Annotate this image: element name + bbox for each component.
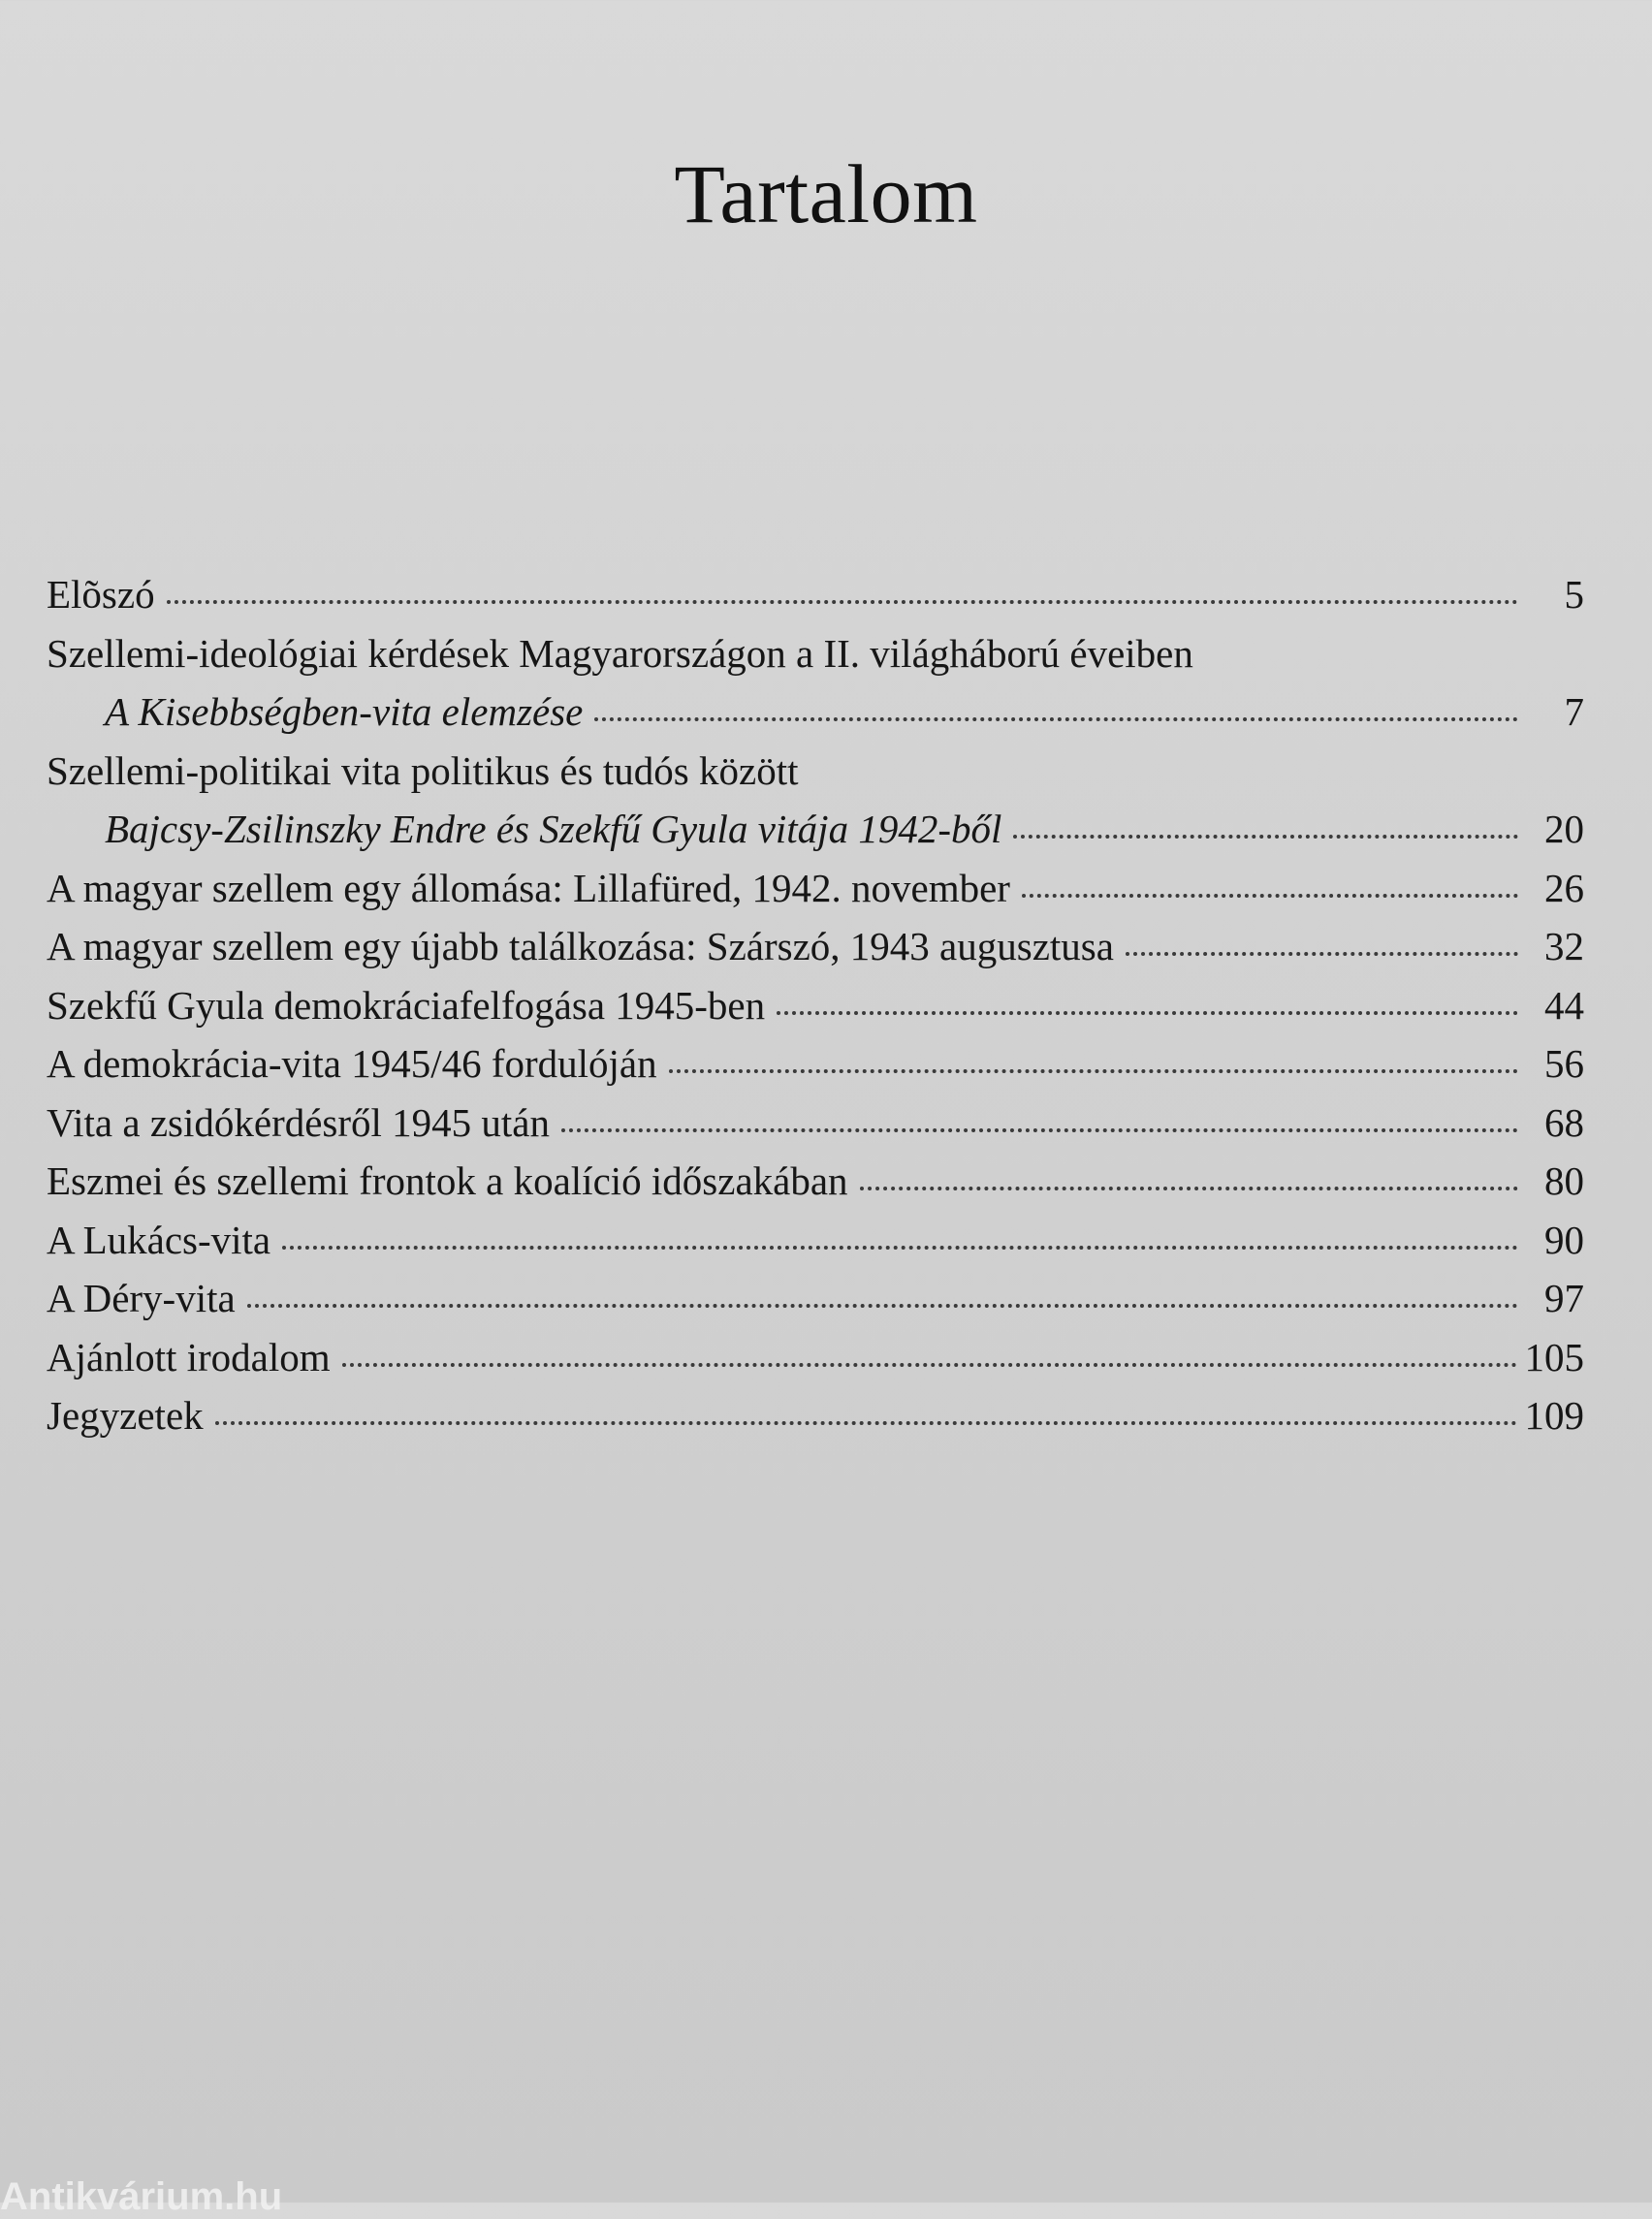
- toc-entry: [47, 682, 1584, 742]
- watermark: Antikvárium.hu: [0, 2175, 283, 2218]
- toc-page-number: 97: [1544, 1276, 1584, 1320]
- toc-entry: [47, 1152, 1584, 1211]
- toc-entry: [47, 976, 1584, 1035]
- toc-page-number: 68: [1544, 1099, 1584, 1145]
- dot-leader: [594, 712, 1518, 721]
- toc-section-heading: [47, 742, 1584, 801]
- toc-entry-title: Vita a zsidókérdésről 1945 után: [47, 1099, 551, 1145]
- toc-page-number: 26: [1544, 865, 1584, 910]
- toc-section-heading: [47, 624, 1584, 683]
- dot-leader: [247, 1298, 1518, 1308]
- dot-leader: [342, 1357, 1517, 1367]
- toc-entry-title: Eszmei és szellemi frontok a koalíció időszakában: [47, 1158, 848, 1203]
- toc-entry-title: Jegyzetek: [47, 1393, 204, 1438]
- toc-page-number: 44: [1544, 982, 1584, 1028]
- toc-entry: [47, 1094, 1584, 1153]
- page-title: Tartalom: [674, 147, 978, 240]
- toc-entry-title: Szellemi-ideológiai kérdések Magyarországon a II. világháború éveiben: [47, 630, 1193, 676]
- toc-page-number: 109: [1524, 1393, 1584, 1438]
- toc-entry-title: A magyar szellem egy újabb találkozása: Szárszó, 1943 augusztusa: [47, 924, 1114, 968]
- dot-leader: [167, 594, 1518, 604]
- toc-page-number: 80: [1544, 1158, 1584, 1203]
- toc-entry: [47, 800, 1584, 859]
- toc-entry: [47, 917, 1584, 976]
- toc-entry-title: Szekfű Gyula demokráciafelfogása 1945-ben: [47, 982, 766, 1028]
- toc-entry-title: Elõszó: [47, 572, 155, 617]
- toc-entry: [47, 1386, 1584, 1445]
- dot-leader: [215, 1415, 1517, 1425]
- toc-entry-title: Bajcsy-Zsilinszky Endre és Szekfű Gyula vitája 1942-ből: [105, 807, 1002, 851]
- toc-page-number: 105: [1524, 1334, 1584, 1379]
- toc-entry: [47, 1034, 1584, 1094]
- toc-entry-title: Szellemi-politikai vita politikus és tudós között: [47, 747, 799, 793]
- toc-page-number: 5: [1564, 572, 1584, 617]
- toc-entry-title: Ajánlott irodalom: [47, 1334, 331, 1379]
- dot-leader: [860, 1181, 1518, 1190]
- toc-entry-title: A demokrácia-vita 1945/46 fordulóján: [47, 1041, 657, 1086]
- dot-leader: [1126, 946, 1518, 956]
- toc-page-number: 32: [1544, 924, 1584, 968]
- dot-leader: [777, 1005, 1518, 1015]
- toc-page-number: 90: [1544, 1217, 1584, 1262]
- dot-leader: [1013, 829, 1518, 839]
- dot-leader: [282, 1240, 1518, 1250]
- dot-leader: [669, 1063, 1518, 1073]
- toc-entry: [47, 1328, 1584, 1387]
- toc-entry-title: A magyar szellem egy állomása: Lillafüred, 1942. november: [47, 865, 1010, 910]
- toc-entry: [47, 1269, 1584, 1328]
- dot-leader: [1022, 888, 1518, 898]
- toc-entry-title: A Lukács-vita: [47, 1217, 271, 1262]
- toc-entry-title: A Déry-vita: [47, 1276, 236, 1320]
- toc-entry: [47, 565, 1584, 624]
- toc-entry-title: A Kisebbségben-vita elemzése: [105, 689, 584, 734]
- dot-leader: [561, 1123, 1518, 1132]
- toc-page-number: 56: [1544, 1041, 1584, 1086]
- toc-entry: [47, 1211, 1584, 1270]
- toc-page-number: 7: [1564, 689, 1584, 734]
- toc-entry: [47, 859, 1584, 918]
- toc-page-number: 20: [1544, 807, 1584, 851]
- table-of-contents: [47, 565, 1584, 1445]
